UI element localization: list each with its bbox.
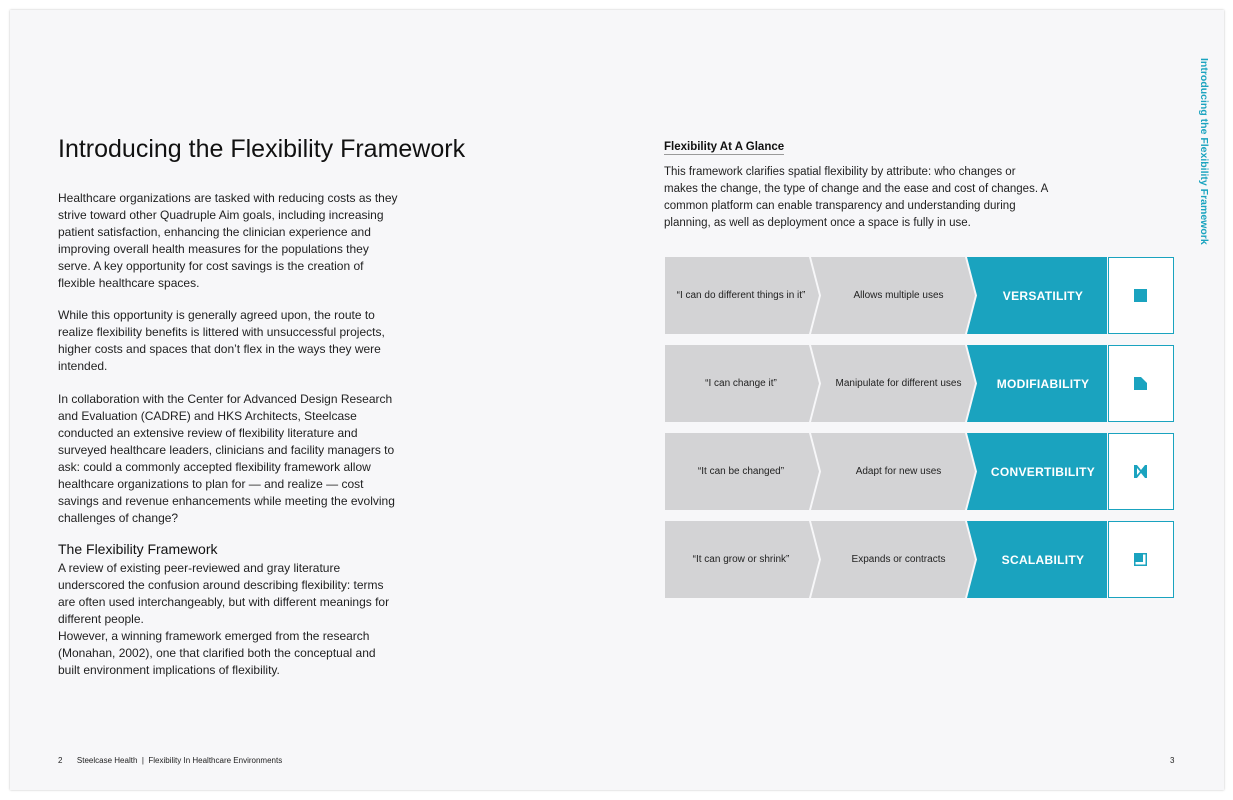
left-page-number: 2 (58, 756, 63, 765)
glance-paragraph: This framework clarifies spatial flexibility by attribute: who changes or makes the change, the type of change and the ease and cost of changes. A common platform can enable transparency and understanding during planning, as well as deployment once a space is fully in use. (664, 166, 1048, 229)
row-attribute: VERSATILITY (1002, 288, 1084, 303)
row-description: Manipulate for different uses (835, 378, 962, 389)
right-page-number: 3 (1170, 756, 1175, 765)
row-quote: “I can do different things in it” (676, 290, 806, 301)
row-attribute: CONVERTIBILITY (990, 464, 1096, 479)
row-attribute: MODIFIABILITY (996, 376, 1090, 391)
footer-publication: Steelcase Health | Flexibility In Healthcare Environments (76, 756, 283, 765)
row-icon-box (1108, 257, 1174, 334)
intro-paragraph-2: While this opportunity is generally agreed upon, the route to realize flexibility benefits is littered with unsuccessful projects, higher costs and spaces that don’t flex in the ways they were intended. (58, 308, 385, 373)
framework-row (665, 257, 1174, 334)
row-attribute: SCALABILITY (1001, 552, 1085, 567)
framework-row (665, 433, 1174, 510)
framework-table (665, 257, 1174, 609)
left-footer (58, 756, 282, 765)
row-description: Allows multiple uses (853, 290, 944, 301)
row-description: Adapt for new uses (855, 466, 942, 477)
page-title: Introducing the Flexibility Framework (58, 135, 466, 163)
row-icon-box (1108, 521, 1174, 598)
framework-paragraph-1: A review of existing peer-reviewed and gray literature underscored the confusion around describing flexibility: terms are often used interchangeably, but with different meanings for different people. (58, 561, 390, 626)
nested-square-icon (1134, 553, 1148, 567)
intro-paragraph-3: In collaboration with the Center for Advanced Design Research and Evaluation (CADRE) and HKS Architects, Steelcase conducted an extensive review of flexibility literature and surveyed healthcare leaders, clinicians and facility managers to ask: could a commonly accepted flexibility framework allow healthcare organizations to plan for — and realize — cost savings and revenue enhancements while meeting the evolving challenges of change? (58, 392, 395, 525)
intro-paragraph-1: Healthcare organizations are tasked with reducing costs as they strive toward other Quadruple Aim goals, including increasing patient satisfaction, enhancing the clinician experience and improving overall health measures for the populations they serve. A key opportunity for cost savings is the creation of flexible healthcare spaces. (58, 191, 398, 290)
row-icon-box (1108, 433, 1174, 510)
section-heading: The Flexibility Framework (58, 541, 218, 557)
row-quote: “It can grow or shrink” (692, 554, 790, 565)
square-icon (1134, 289, 1148, 303)
document-spread (10, 10, 1224, 790)
framework-row (665, 521, 1174, 598)
row-icon-box (1108, 345, 1174, 422)
bowtie-icon (1134, 465, 1148, 479)
glance-heading: Flexibility At A Glance (664, 141, 785, 153)
framework-paragraph-2: However, a winning framework emerged from the research (Monahan, 2002), one that clarified both the conceptual and built environment implications of flexibility. (58, 629, 376, 677)
framework-row (665, 345, 1174, 422)
row-quote: “I can change it” (705, 378, 777, 389)
row-description: Expands or contracts (851, 554, 946, 565)
folded-corner-icon (1134, 377, 1148, 391)
row-quote: “It can be changed” (697, 466, 785, 477)
vertical-section-title: Introducing the Flexibility Framework (1198, 58, 1210, 245)
